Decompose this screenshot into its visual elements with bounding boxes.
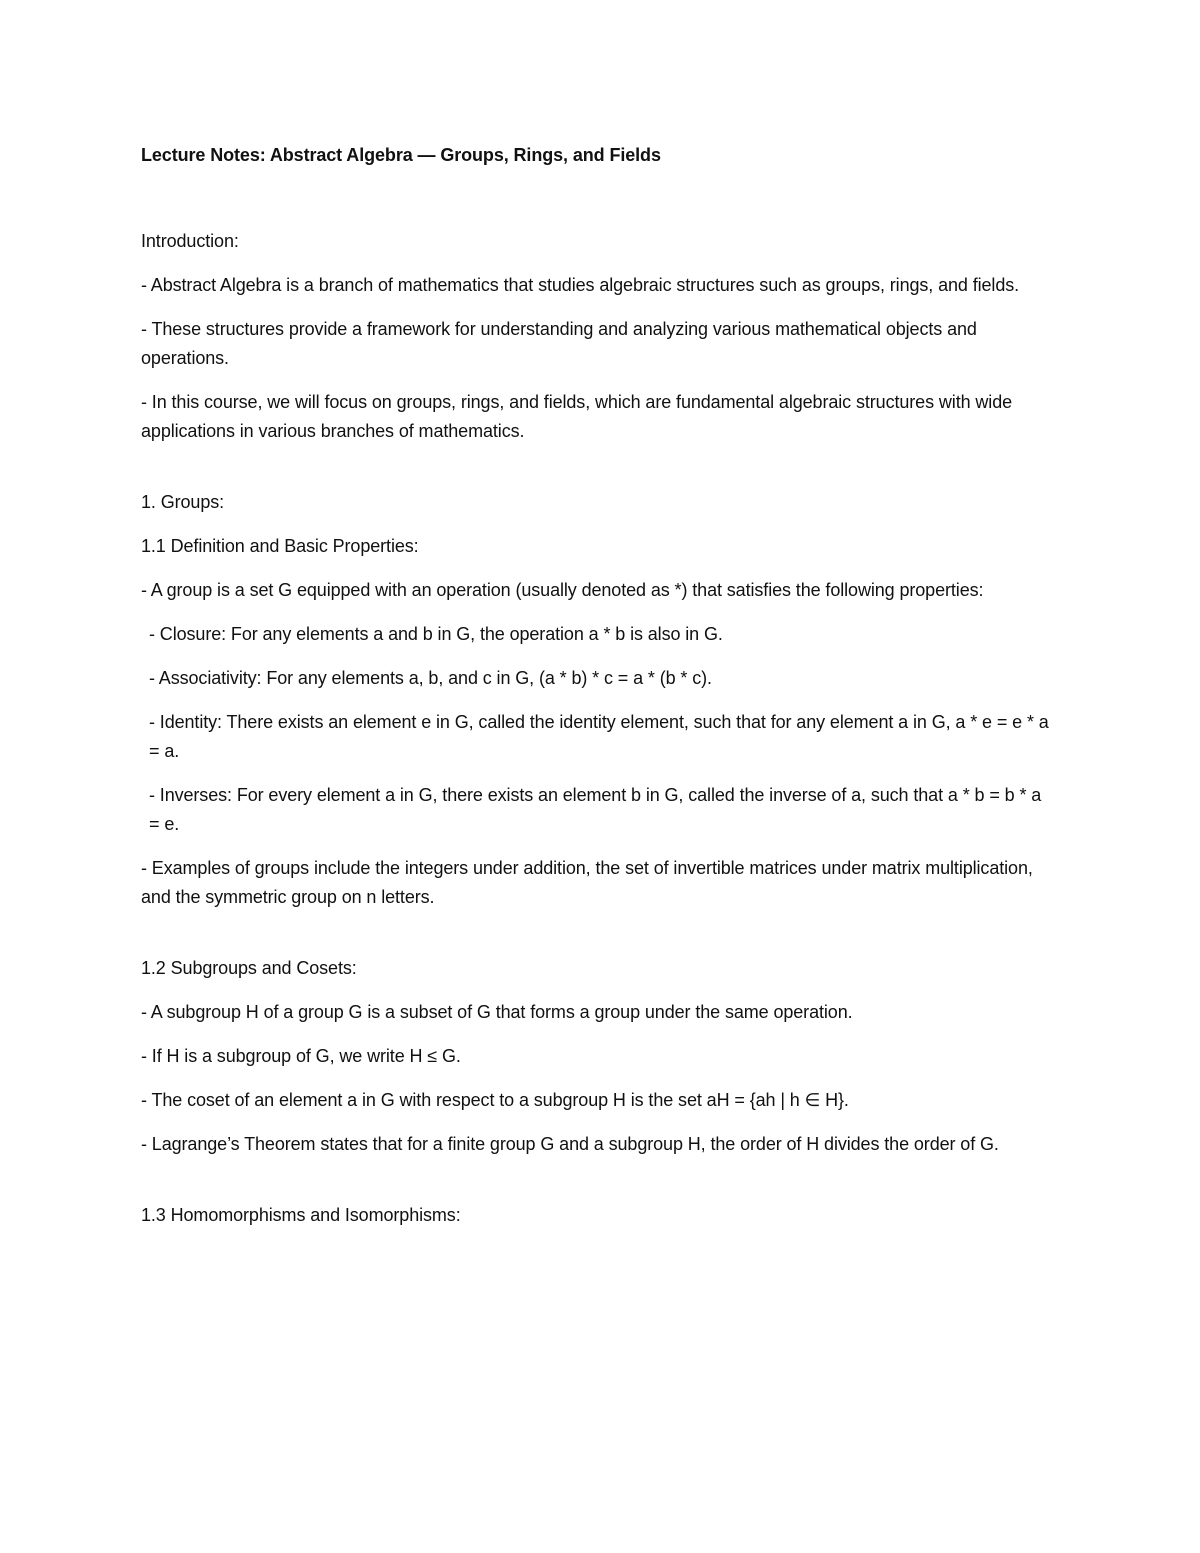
group-examples: - Examples of groups include the integers under addition, the set of invertible matrices under matrix multiplication, and the symmetric group on n letters. xyxy=(141,858,1033,907)
intro-item-2: - These structures provide a framework for understanding and analyzing various mathematical objects and operations. xyxy=(141,319,977,368)
subgroup-item-2: - If H is a subgroup of G, we write H ≤ G. xyxy=(141,1046,461,1066)
section-1-3-heading: 1.3 Homomorphisms and Isomorphisms: xyxy=(141,1205,461,1225)
section-1-2-heading: 1.2 Subgroups and Cosets: xyxy=(141,958,357,978)
section-gap xyxy=(141,1174,1056,1201)
intro-item-3: - In this course, we will focus on groups, rings, and fields, which are fundamental algebraic structures with wide applications in various branches of mathematics. xyxy=(141,392,1013,441)
subgroup-item-4: - Lagrange’s Theorem states that for a finite group G and a subgroup H, the order of H divides the order of G. xyxy=(141,1134,999,1154)
section-1-1-heading: 1.1 Definition and Basic Properties: xyxy=(141,536,419,556)
intro-item-1: - Abstract Algebra is a branch of mathematics that studies algebraic structures such as groups, rings, and fields. xyxy=(141,275,1020,295)
property-associativity: - Associativity: For any elements a, b, and c in G, (a * b) * c = a * (b * c). xyxy=(149,668,712,688)
property-inverses: - Inverses: For every element a in G, there exists an element b in G, called the inverse of a, such that a * b = b * a = e. xyxy=(149,785,1042,834)
document-body xyxy=(141,141,1056,1245)
property-closure: - Closure: For any elements a and b in G, the operation a * b is also in G. xyxy=(149,624,723,644)
subgroup-item-1: - A subgroup H of a group G is a subset of G that forms a group under the same operation. xyxy=(141,1002,853,1022)
section-gap xyxy=(141,927,1056,954)
document-title: Lecture Notes: Abstract Algebra — Groups, Rings, and Fields xyxy=(141,145,661,165)
intro-heading: Introduction: xyxy=(141,231,239,251)
property-identity: - Identity: There exists an element e in G, called the identity element, such that for any element a in G, a * e = e * a = a. xyxy=(149,712,1049,761)
subgroup-item-3: - The coset of an element a in G with respect to a subgroup H is the set aH = {ah | h ∈ H}. xyxy=(141,1090,849,1110)
section-gap xyxy=(141,461,1056,488)
groups-heading: 1. Groups: xyxy=(141,492,225,512)
group-definition: - A group is a set G equipped with an operation (usually denoted as *) that satisfies the following properties: xyxy=(141,580,984,600)
